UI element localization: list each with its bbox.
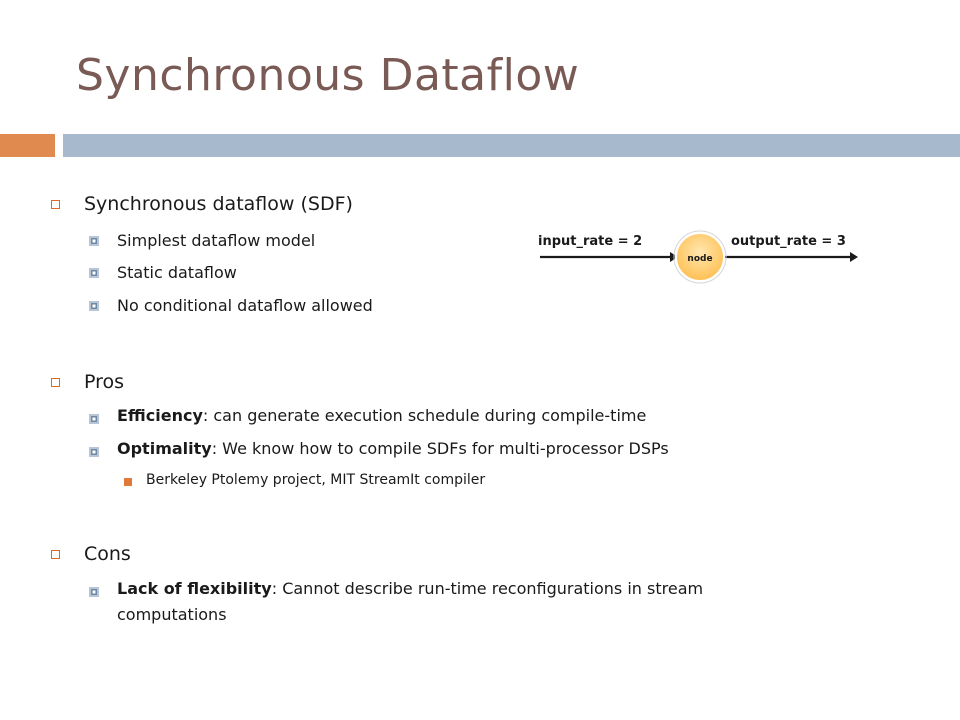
sdf-heading: Synchronous dataflow (SDF) — [84, 193, 353, 215]
input-rate-label: input_rate = 2 — [538, 234, 643, 249]
square-bullet-icon — [51, 378, 60, 387]
cons-item-bold: Lack of flexibility — [117, 579, 272, 598]
square-bullet-icon — [89, 414, 99, 424]
square-bullet-icon — [89, 268, 99, 278]
slide-title: Synchronous Dataflow — [76, 50, 580, 101]
sdf-item: No conditional dataflow allowed — [117, 296, 373, 315]
sdf-item: Static dataflow — [117, 263, 237, 282]
filled-bullet-icon — [124, 478, 132, 486]
pros-item-text: : can generate execution schedule during compile-time — [202, 406, 647, 425]
sdf-item: Simplest dataflow model — [117, 231, 316, 250]
square-bullet-icon — [89, 301, 99, 311]
cons-heading: Cons — [84, 543, 131, 565]
title-accent-bar-blue — [63, 134, 960, 157]
square-bullet-icon — [89, 587, 99, 597]
output-arrow-icon — [850, 252, 858, 262]
pros-subitem: Berkeley Ptolemy project, MIT StreamIt compiler — [146, 472, 486, 488]
square-bullet-icon — [51, 550, 60, 559]
cons-item-text: : Cannot describe run-time reconfigurations in stream — [271, 579, 704, 598]
pros-item-bold: Optimality — [117, 439, 212, 458]
pros-heading: Pros — [84, 371, 125, 393]
pros-item — [117, 406, 646, 425]
pros-item-bold: Efficiency — [117, 406, 203, 425]
cons-item-continuation: computations — [117, 605, 227, 624]
pros-item — [117, 439, 669, 458]
square-bullet-icon — [51, 200, 60, 209]
title-accent-bar-orange — [0, 134, 55, 157]
square-bullet-icon — [89, 236, 99, 246]
output-rate-label: output_rate = 3 — [731, 234, 846, 249]
sdf-node-diagram — [535, 225, 865, 285]
square-bullet-icon — [89, 447, 99, 457]
node-label: node — [687, 254, 713, 264]
cons-item — [117, 579, 703, 598]
pros-item-text: : We know how to compile SDFs for multi-processor DSPs — [211, 439, 669, 458]
